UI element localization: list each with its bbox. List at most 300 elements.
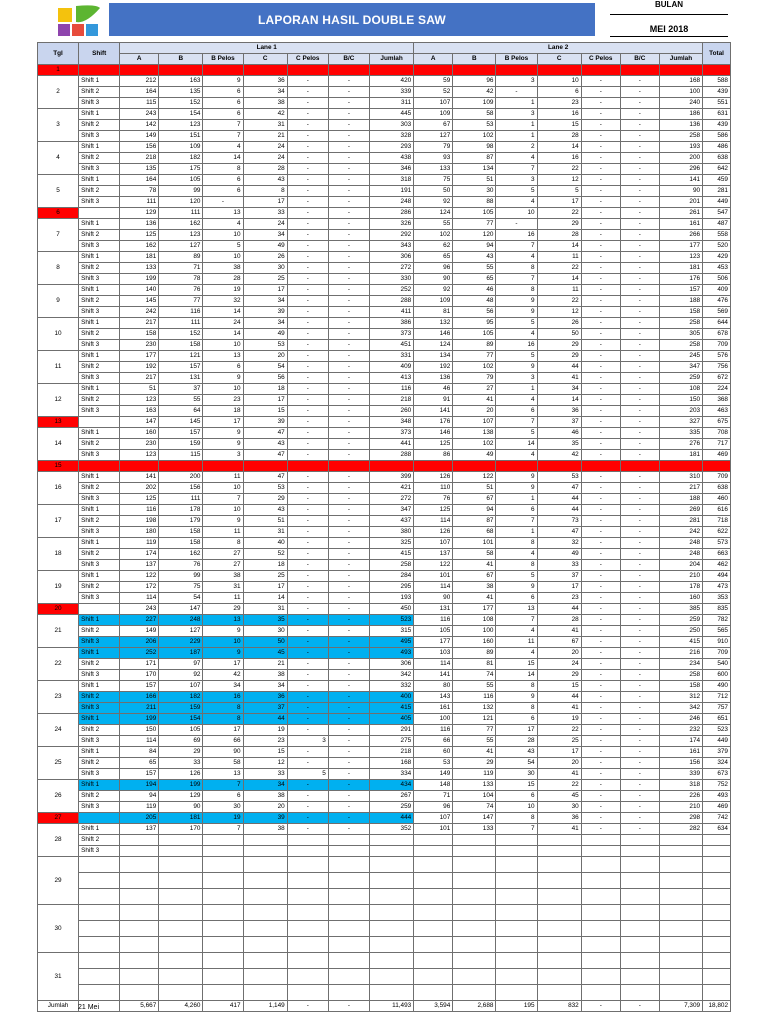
cell-value: 450: [369, 604, 413, 615]
cell-tgl: 18: [38, 538, 79, 571]
cell-value: -: [328, 373, 369, 384]
cell-empty: [159, 969, 203, 985]
cell-value: 3: [496, 373, 537, 384]
cell-value: -: [328, 307, 369, 318]
cell-value: -: [620, 197, 659, 208]
cell-value: 158: [659, 307, 702, 318]
cell-value: 44: [243, 714, 287, 725]
table-row: [38, 969, 731, 985]
cell-value: 346: [369, 164, 413, 175]
cell-value: -: [581, 76, 620, 87]
cell-value: 217: [659, 483, 702, 494]
cell-shift: Shift 3: [79, 527, 120, 538]
cell-value: [203, 65, 243, 76]
cell-value: 123: [159, 120, 203, 131]
cell-value: -: [287, 692, 328, 703]
cell-value: 192: [414, 362, 453, 373]
cell-value: -: [328, 747, 369, 758]
cell-empty: [703, 857, 731, 873]
cell-value: -: [620, 725, 659, 736]
cell-value: 40: [243, 538, 287, 549]
table-row: [38, 835, 731, 846]
cell-value: 162: [159, 219, 203, 230]
cell-value: 326: [369, 219, 413, 230]
cell-value: -: [581, 758, 620, 769]
cell-tgl: 15: [38, 461, 79, 472]
cell-value: 462: [703, 560, 731, 571]
cell-value: 157: [120, 769, 159, 780]
cell-value: 198: [120, 516, 159, 527]
cell-value: 14: [243, 593, 287, 604]
cell-empty: [620, 953, 659, 969]
table-row: [38, 846, 731, 857]
cell-value: 127: [159, 241, 203, 252]
cell-value: -: [328, 428, 369, 439]
cell-value: 17: [243, 395, 287, 406]
cell-value: 246: [659, 714, 702, 725]
cell-value: 141: [414, 406, 453, 417]
cell-value: 5: [287, 769, 328, 780]
cell-value: 146: [414, 428, 453, 439]
cell-value: 28: [203, 274, 243, 285]
cell-value: 182: [159, 153, 203, 164]
cell-empty: [537, 937, 581, 953]
cell-value: 101: [414, 571, 453, 582]
cell-value: -: [328, 395, 369, 406]
cell-value: 46: [537, 428, 581, 439]
cell-value: 101: [453, 538, 496, 549]
cell-value: -: [581, 560, 620, 571]
cell-value: 17: [496, 725, 537, 736]
cell-value: 69: [159, 736, 203, 747]
cell-value: 38: [243, 98, 287, 109]
cell-value: 325: [369, 538, 413, 549]
cell-value: -: [287, 703, 328, 714]
cell-value: 29: [537, 351, 581, 362]
cell-value: 38: [203, 571, 243, 582]
cell-value: 43: [453, 252, 496, 263]
cell-value: 109: [159, 142, 203, 153]
cell-value: 218: [369, 747, 413, 758]
cell-value: 53: [414, 758, 453, 769]
cell-value: 53: [537, 472, 581, 483]
cell-value: 64: [159, 406, 203, 417]
cell-value: 20: [537, 758, 581, 769]
cell-value: [659, 846, 702, 857]
table-row: [38, 953, 731, 969]
cell-value: 6: [203, 791, 243, 802]
cell-value: 161: [414, 703, 453, 714]
cell-value: -: [328, 571, 369, 582]
cell-empty: [328, 937, 369, 953]
cell-empty: [287, 969, 328, 985]
cell-shift: Shift 2: [79, 692, 120, 703]
cell-value: 34: [243, 230, 287, 241]
cell-value: -: [287, 120, 328, 131]
cell-value: -: [620, 120, 659, 131]
cell-value: -: [620, 769, 659, 780]
cell-value: 79: [414, 142, 453, 153]
cell-empty: [703, 921, 731, 937]
cell-value: -: [620, 736, 659, 747]
cell-value: 161: [659, 219, 702, 230]
cell-value: -: [620, 516, 659, 527]
cell-shift: Shift 3: [79, 164, 120, 175]
cell-value: 315: [369, 626, 413, 637]
cell-value: -: [328, 593, 369, 604]
cell-value: 10: [203, 340, 243, 351]
cell-value: 588: [703, 76, 731, 87]
cell-value: 84: [120, 747, 159, 758]
cell-value: 4: [203, 142, 243, 153]
cell-value: 107: [453, 417, 496, 428]
cell-value: 21: [243, 131, 287, 142]
cell-value: 672: [703, 373, 731, 384]
table-row: [38, 985, 731, 1001]
cell-value: -: [581, 747, 620, 758]
cell-value: -: [328, 670, 369, 681]
total-value: 11,493: [369, 1001, 413, 1012]
cell-value: 151: [159, 131, 203, 142]
cell-value: 260: [369, 406, 413, 417]
cell-value: -: [328, 681, 369, 692]
cell-value: -: [581, 505, 620, 516]
cell-tgl: 1: [38, 65, 79, 76]
cell-empty: [537, 857, 581, 873]
cell-empty: [703, 953, 731, 969]
table-row: [38, 219, 731, 230]
cell-value: 444: [369, 813, 413, 824]
cell-value: -: [287, 725, 328, 736]
cell-value: 150: [120, 725, 159, 736]
cell-empty: [620, 873, 659, 889]
cell-value: 136: [414, 373, 453, 384]
cell-value: 9: [203, 626, 243, 637]
cell-value: 127: [414, 131, 453, 142]
cell-value: 191: [369, 186, 413, 197]
cell-value: -: [328, 714, 369, 725]
cell-value: 159: [159, 703, 203, 714]
cell-value: 121: [453, 714, 496, 725]
cell-value: 39: [243, 813, 287, 824]
cell-value: 38: [243, 670, 287, 681]
table-row: [38, 670, 731, 681]
cell-shift: Shift 3: [79, 241, 120, 252]
cell-value: -: [581, 813, 620, 824]
cell-value: 13: [496, 604, 537, 615]
cell-empty: [414, 857, 453, 873]
cell-value: 162: [159, 549, 203, 560]
cell-value: 86: [414, 450, 453, 461]
cell-shift: Shift 2: [79, 483, 120, 494]
cell-value: 3: [287, 736, 328, 747]
cell-value: 28: [496, 736, 537, 747]
cell-value: 78: [159, 274, 203, 285]
cell-value: 42: [453, 87, 496, 98]
cell-empty: [120, 921, 159, 937]
cell-value: 709: [703, 340, 731, 351]
cell-value: 141: [659, 175, 702, 186]
cell-value: 9: [203, 373, 243, 384]
cell-value: 348: [369, 417, 413, 428]
cell-value: -: [328, 351, 369, 362]
cell-value: [581, 835, 620, 846]
cell-value: 9: [203, 76, 243, 87]
cell-value: 272: [369, 263, 413, 274]
cell-value: [369, 846, 413, 857]
cell-value: 34: [243, 681, 287, 692]
cell-value: 4: [496, 329, 537, 340]
cell-shift: Shift 1: [79, 505, 120, 516]
cell-value: 88: [453, 197, 496, 208]
cell-value: 41: [453, 747, 496, 758]
cell-value: 168: [369, 758, 413, 769]
cell-value: [537, 461, 581, 472]
cell-empty: [159, 905, 203, 921]
cell-value: 399: [369, 472, 413, 483]
cell-value: -: [620, 637, 659, 648]
cell-value: 460: [703, 494, 731, 505]
cell-value: 4: [496, 648, 537, 659]
cell-value: 275: [369, 736, 413, 747]
cell-value: 10: [496, 208, 537, 219]
cell-value: 8: [243, 186, 287, 197]
cell-empty: [287, 921, 328, 937]
cell-value: 71: [414, 791, 453, 802]
cell-value: 230: [120, 439, 159, 450]
cell-value: -: [620, 307, 659, 318]
cell-value: [703, 846, 731, 857]
cell-value: 493: [703, 791, 731, 802]
cell-value: 121: [159, 351, 203, 362]
cell-value: 3: [496, 109, 537, 120]
cell-empty: [79, 921, 120, 937]
cell-value: 15: [243, 406, 287, 417]
cell-empty: [620, 905, 659, 921]
cell-value: 111: [159, 318, 203, 329]
cell-value: 188: [659, 494, 702, 505]
cell-value: 36: [537, 406, 581, 417]
cell-value: 172: [120, 582, 159, 593]
cell-value: 9: [203, 439, 243, 450]
cell-tgl: 19: [38, 571, 79, 604]
cell-value: 14: [496, 670, 537, 681]
cell-value: 30: [243, 263, 287, 274]
cell-value: 116: [120, 505, 159, 516]
cell-empty: [620, 937, 659, 953]
cell-value: -: [287, 802, 328, 813]
cell-value: 9: [203, 516, 243, 527]
cell-value: 123: [159, 230, 203, 241]
cell-value: -: [287, 439, 328, 450]
cell-value: 4: [496, 197, 537, 208]
cell-value: 258: [659, 131, 702, 142]
subcol-lane1-0: A: [120, 54, 159, 65]
cell-value: 73: [537, 516, 581, 527]
cell-value: 105: [159, 725, 203, 736]
cell-value: 164: [120, 175, 159, 186]
cell-empty: [120, 889, 159, 905]
cell-value: 42: [203, 670, 243, 681]
cell-value: [159, 846, 203, 857]
cell-value: 146: [414, 329, 453, 340]
cell-value: 8: [496, 681, 537, 692]
cell-value: 89: [159, 252, 203, 263]
cell-value: -: [287, 505, 328, 516]
cell-value: 125: [414, 439, 453, 450]
cell-value: 107: [414, 538, 453, 549]
cell-empty: [328, 921, 369, 937]
cell-empty: [159, 873, 203, 889]
cell-value: 409: [369, 362, 413, 373]
cell-value: 37: [537, 417, 581, 428]
cell-value: 631: [703, 109, 731, 120]
cell-empty: [243, 905, 287, 921]
cell-value: 171: [120, 659, 159, 670]
cell-value: -: [287, 428, 328, 439]
cell-shift: Shift 2: [79, 626, 120, 637]
cell-value: 175: [159, 164, 203, 175]
cell-tgl: 31: [38, 953, 79, 1001]
cell-value: 33: [243, 208, 287, 219]
cell-value: [414, 835, 453, 846]
cell-value: -: [287, 318, 328, 329]
cell-value: 152: [159, 98, 203, 109]
cell-value: -: [581, 791, 620, 802]
cell-value: 115: [159, 450, 203, 461]
cell-value: -: [620, 230, 659, 241]
cell-value: -: [328, 175, 369, 186]
cell-value: 42: [243, 109, 287, 120]
cell-shift: Shift 2: [79, 120, 120, 131]
cell-value: 34: [243, 780, 287, 791]
cell-value: -: [620, 87, 659, 98]
cell-value: 92: [414, 197, 453, 208]
cell-value: -: [287, 549, 328, 560]
cell-value: 78: [120, 186, 159, 197]
cell-value: 31: [243, 527, 287, 538]
cell-value: 157: [659, 285, 702, 296]
cell-empty: [659, 905, 702, 921]
cell-value: 108: [453, 615, 496, 626]
table-row: [38, 208, 731, 219]
cell-value: -: [287, 263, 328, 274]
cell-value: -: [581, 483, 620, 494]
cell-value: -: [620, 472, 659, 483]
cell-value: 107: [159, 681, 203, 692]
cell-value: 202: [120, 483, 159, 494]
cell-shift: [79, 604, 120, 615]
cell-value: 248: [659, 538, 702, 549]
cell-empty: [159, 889, 203, 905]
subcol-lane1-5: B/C: [328, 54, 369, 65]
cell-value: 41: [537, 373, 581, 384]
cell-value: -: [328, 549, 369, 560]
cell-value: 206: [120, 637, 159, 648]
cell-value: 445: [369, 109, 413, 120]
cell-value: 342: [369, 670, 413, 681]
subcol-lane2-2: B Pelos: [496, 54, 537, 65]
cell-value: 248: [659, 549, 702, 560]
cell-value: 100: [453, 626, 496, 637]
cell-value: 116: [414, 725, 453, 736]
cell-value: 200: [659, 153, 702, 164]
cell-value: 119: [120, 802, 159, 813]
totals-row: [38, 1001, 731, 1012]
table-row: [38, 186, 731, 197]
cell-value: 67: [414, 120, 453, 131]
cell-value: -: [328, 186, 369, 197]
cell-value: 229: [159, 637, 203, 648]
cell-value: 46: [414, 384, 453, 395]
cell-empty: [243, 953, 287, 969]
cell-value: 13: [203, 208, 243, 219]
cell-value: 177: [453, 604, 496, 615]
cell-value: 170: [159, 824, 203, 835]
table-row: [38, 725, 731, 736]
cell-value: 56: [243, 373, 287, 384]
cell-value: -: [287, 351, 328, 362]
cell-value: 242: [120, 307, 159, 318]
cell-value: 133: [453, 780, 496, 791]
cell-value: 71: [159, 263, 203, 274]
cell-value: -: [328, 120, 369, 131]
cell-shift: Shift 3: [79, 307, 120, 318]
cell-value: -: [328, 648, 369, 659]
cell-value: 6: [203, 87, 243, 98]
table-row: [38, 428, 731, 439]
cell-value: 463: [703, 406, 731, 417]
cell-value: 10: [203, 637, 243, 648]
subcol-lane1-2: B Pelos: [203, 54, 243, 65]
cell-empty: [659, 969, 702, 985]
cell-value: 449: [703, 197, 731, 208]
cell-value: 18: [243, 384, 287, 395]
cell-value: 328: [369, 131, 413, 142]
cell-empty: [369, 937, 413, 953]
table-row: [38, 571, 731, 582]
cell-shift: Shift 3: [79, 670, 120, 681]
cell-value: 11: [203, 593, 243, 604]
cell-empty: [79, 969, 120, 985]
cell-shift: Shift 2: [79, 296, 120, 307]
cell-value: 97: [159, 659, 203, 670]
cell-shift: Shift 3: [79, 703, 120, 714]
cell-value: 90: [659, 186, 702, 197]
cell-value: [328, 65, 369, 76]
cell-value: 145: [159, 417, 203, 428]
cell-empty: [79, 857, 120, 873]
cell-value: 29: [453, 758, 496, 769]
cell-value: 282: [659, 824, 702, 835]
table-row: [38, 307, 731, 318]
cell-value: 41: [537, 824, 581, 835]
table-row: [38, 230, 731, 241]
cell-value: 25: [243, 571, 287, 582]
cell-empty: [496, 985, 537, 1001]
cell-value: 125: [120, 494, 159, 505]
cell-value: 17: [537, 197, 581, 208]
subcol-lane2-1: B: [453, 54, 496, 65]
cell-value: 41: [537, 626, 581, 637]
cell-value: -: [287, 670, 328, 681]
cell-value: 98: [453, 142, 496, 153]
cell-value: [537, 846, 581, 857]
cell-value: [703, 835, 731, 846]
cell-value: 58: [453, 549, 496, 560]
cell-empty: [581, 953, 620, 969]
cell-value: -: [328, 450, 369, 461]
